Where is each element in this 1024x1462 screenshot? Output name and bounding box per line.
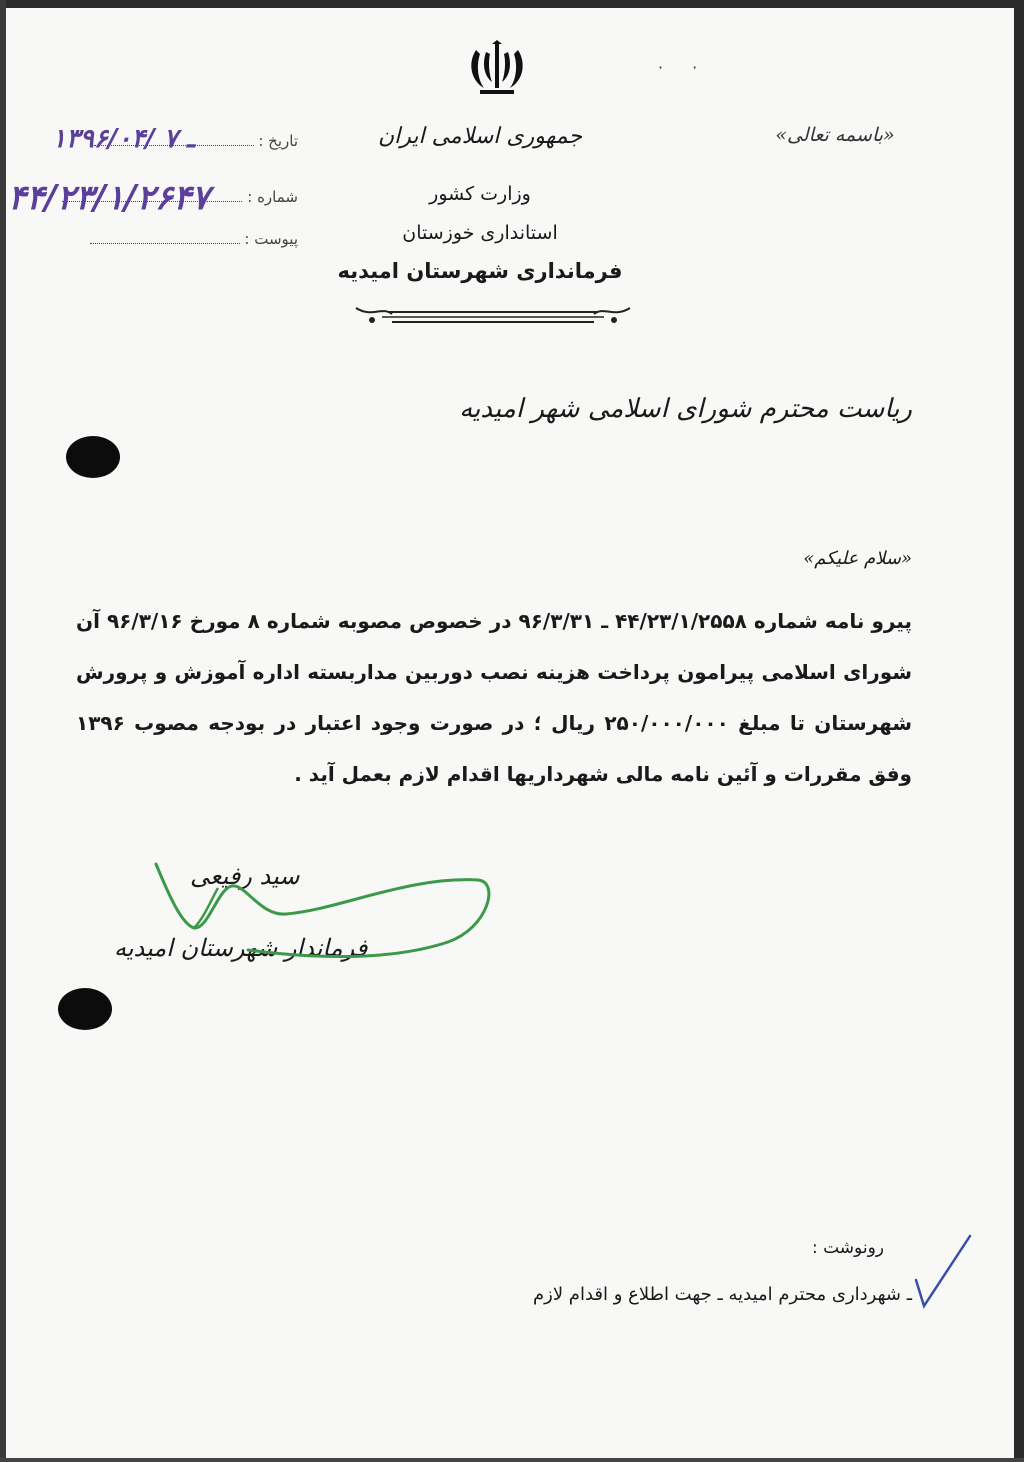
bismillah-heading: «باسمه تعالی»	[775, 124, 895, 146]
checkmark-icon	[912, 1232, 974, 1312]
punch-hole-top	[66, 436, 120, 478]
scan-edge-top	[0, 0, 1024, 8]
divider-ornament	[352, 302, 634, 328]
scan-specks: · ·	[658, 58, 710, 77]
attachment-row	[90, 230, 298, 248]
signer-title: فرماندار شهرستان امیدیه	[114, 934, 368, 962]
number-value: ۴۴/۲۳/۱/۲۶۴۷	[8, 178, 210, 218]
bleed-line	[70, 1120, 430, 1170]
scan-edge-bottom	[0, 1458, 1024, 1462]
attachment-label: پیوست :	[244, 230, 298, 248]
cc-label: رونوشت :	[811, 1238, 884, 1258]
bleed-line	[70, 1270, 430, 1320]
date-value: ۱۳۹۶/۰۴/ ـ ۷	[52, 124, 195, 154]
iran-emblem-icon	[466, 40, 528, 96]
letter-body: پیرو نامه شماره ۴۴/۲۳/۱/۲۵۵۸ ـ ۹۶/۳/۳۱ در خصوص مصوبه شماره ۸ مورخ ۹۶/۳/۱۶ آن شورای اسلامی پیرامون پرداخت هزینه نصب دوربین مداربسته اداره آموزش و پرورش شهرستان تا مبلغ ۲۵۰/۰۰۰/۰۰۰ ریال ؛ در صورت وجود اعتبار در بودجه مصوب ۱۳۹۶ وفق مقررات و آئین نامه مالی شهرداریها اقدام لازم بعمل آید .	[76, 609, 912, 786]
punch-hole-bottom	[58, 988, 112, 1030]
number-label: شماره :	[247, 188, 298, 206]
ministry-heading: وزارت کشور	[429, 183, 531, 205]
date-label: تاریخ :	[258, 132, 298, 150]
signer-name: سید رفیعی	[190, 862, 300, 890]
province-heading: استانداری خوزستان	[402, 222, 558, 244]
cc-recipient: ـ شهرداری محترم امیدیه ـ جهت اطلاع و اقدام لازم	[532, 1284, 912, 1305]
addressee-line: ریاست محترم شورای اسلامی شهر امیدیه	[459, 394, 912, 424]
bleed-line	[70, 1170, 430, 1220]
bleed-through-text	[70, 1120, 430, 1320]
republic-heading: جمهوری اسلامی ایران	[377, 124, 583, 149]
county-heading: فرمانداری شهرستان امیدیه	[337, 259, 623, 283]
attachment-field-line	[90, 243, 240, 244]
handwritten-signature	[148, 858, 493, 968]
greeting-line: «سلام علیکم»	[803, 548, 912, 569]
scan-edge-right	[1014, 0, 1024, 1462]
bleed-line	[70, 1220, 430, 1270]
scan-edge-left	[0, 0, 6, 1462]
